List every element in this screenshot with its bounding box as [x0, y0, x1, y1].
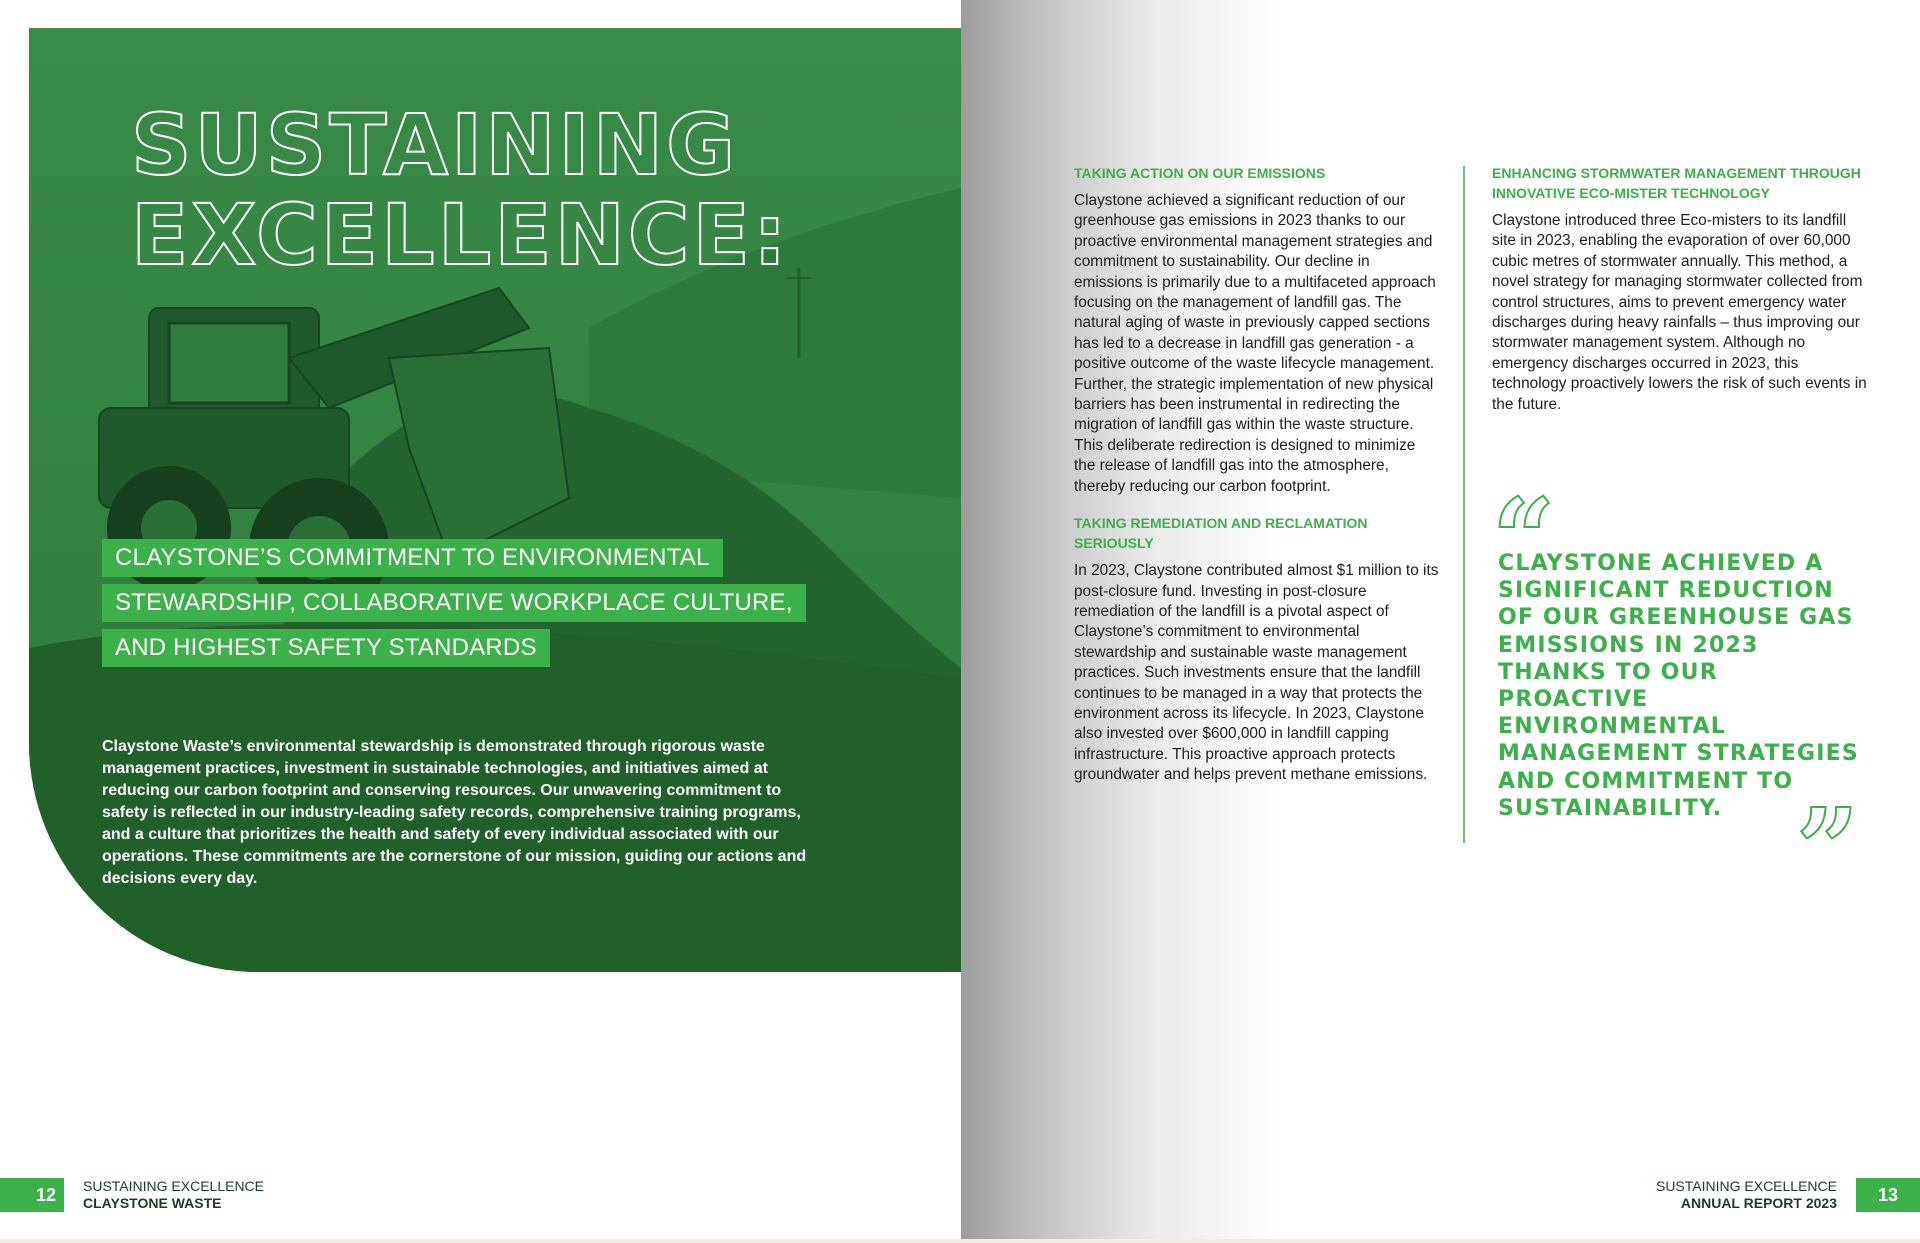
- pull-quote: CLAYSTONE ACHIEVED A SIGNIFICANT REDUCTION OF OUR GREENHOUSE GAS EMISSIONS IN 2023 THANKS TO OUR PROACTIVE ENVIRONMENTAL MANAGEMENT STRATEGIES AND COMMITMENT TO SUSTAINABILITY.: [1498, 551, 1859, 821]
- quote-open-icon: “: [1492, 474, 1556, 603]
- tagline: [102, 539, 806, 674]
- tagline-line-1: CLAYSTONE’S COMMITMENT TO ENVIRONMENTAL: [102, 539, 723, 577]
- section-heading-stormwater: ENHANCING STORMWATER MANAGEMENT THROUGH INNOVATIVE ECO-MISTER TECHNOLOGY: [1492, 165, 1861, 201]
- section-heading-emissions: TAKING ACTION ON OUR EMISSIONS: [1074, 165, 1326, 181]
- footer-right: [1656, 1178, 1837, 1212]
- section-body-remediation: In 2023, Claystone contributed almost $1 million to its post-closure fund. Investing in post-closure remediation of the landfill is a pivotal aspect of Claystone’s commitment to environmental stewardship and sustainable waste management practices. Such investments ensure that the landfill continues to be managed in a way that protects the environment across its lifecycle. In 2023, Claystone also invested over $600,000 in landfill capping infrastructure. This proactive approach protects groundwater and helps prevent methane emissions.: [1074, 562, 1439, 784]
- tagline-line-2: STEWARDSHIP, COLLABORATIVE WORKPLACE CULTURE,: [102, 584, 806, 622]
- section-body-stormwater: Claystone introduced three Eco-misters to its landfill site in 2023, enabling the evaporation of over 60,000 cubic metres of stormwater annually. This method, a novel strategy for managing stormwater collected from control structures, aims to prevent emergency water discharges during heavy rainfalls – thus improving our stormwater management system. Although no emergency discharges occurred in 2023, this technology proactively lowers the risk of such events in the future.: [1492, 212, 1867, 413]
- column-divider: [1463, 166, 1465, 843]
- section-body-emissions: Claystone achieved a significant reduction of our greenhouse gas emissions in 2023 thanks to our proactive environmental management strategies and commitment to sustainability. Our decline in emissions is primarily due to a multifaceted approach focusing on the management of landfill gas. The natural aging of waste in previously capped sections has led to a decrease in landfill gas generation - a positive outcome of the waste lifecycle management. Further, the strategic implementation of new physical barriers has been instrumental in redirecting the migration of landfill gas within the waste structure. This deliberate redirection is designed to minimize the release of landfill gas into the atmosphere, thereby reducing our carbon footprint.: [1074, 192, 1436, 495]
- footer-left-line2: CLAYSTONE WASTE: [83, 1195, 222, 1211]
- page-number-right: 13: [1856, 1178, 1920, 1212]
- intro-paragraph: Claystone Waste’s environmental stewardship is demonstrated through rigorous waste management practices, investment in sustainable technologies, and initiatives aimed at reducing our carbon footprint and conserving resources. Our unwavering commitment to safety is reflected in our industry-leading safety records, comprehensive training programs, and a culture that prioritizes the health and safety of every individual associated with our operations. These commitments are the cornerstone of our mission, guiding our actions and decisions every day.: [102, 738, 807, 887]
- footer-left: [83, 1178, 264, 1212]
- title-line-2: EXCELLENCE:: [131, 186, 790, 284]
- column-left: [1074, 163, 1440, 786]
- tagline-line-3: AND HIGHEST SAFETY STANDARDS: [102, 629, 550, 667]
- page-title: [131, 96, 790, 284]
- footer-right-line2: ANNUAL REPORT 2023: [1680, 1195, 1837, 1211]
- quote-close-icon: ”: [1796, 784, 1860, 913]
- title-line-1: SUSTAINING: [131, 96, 739, 194]
- page-bottom-edge: [0, 1239, 1920, 1243]
- page-number-left: 12: [0, 1178, 64, 1212]
- section-heading-remediation: TAKING REMEDIATION AND RECLAMATION SERIOUSLY: [1074, 515, 1368, 552]
- column-right: [1492, 163, 1868, 415]
- footer-right-line1: SUSTAINING EXCELLENCE: [1655, 1178, 1837, 1194]
- footer-left-line1: SUSTAINING EXCELLENCE: [83, 1178, 265, 1194]
